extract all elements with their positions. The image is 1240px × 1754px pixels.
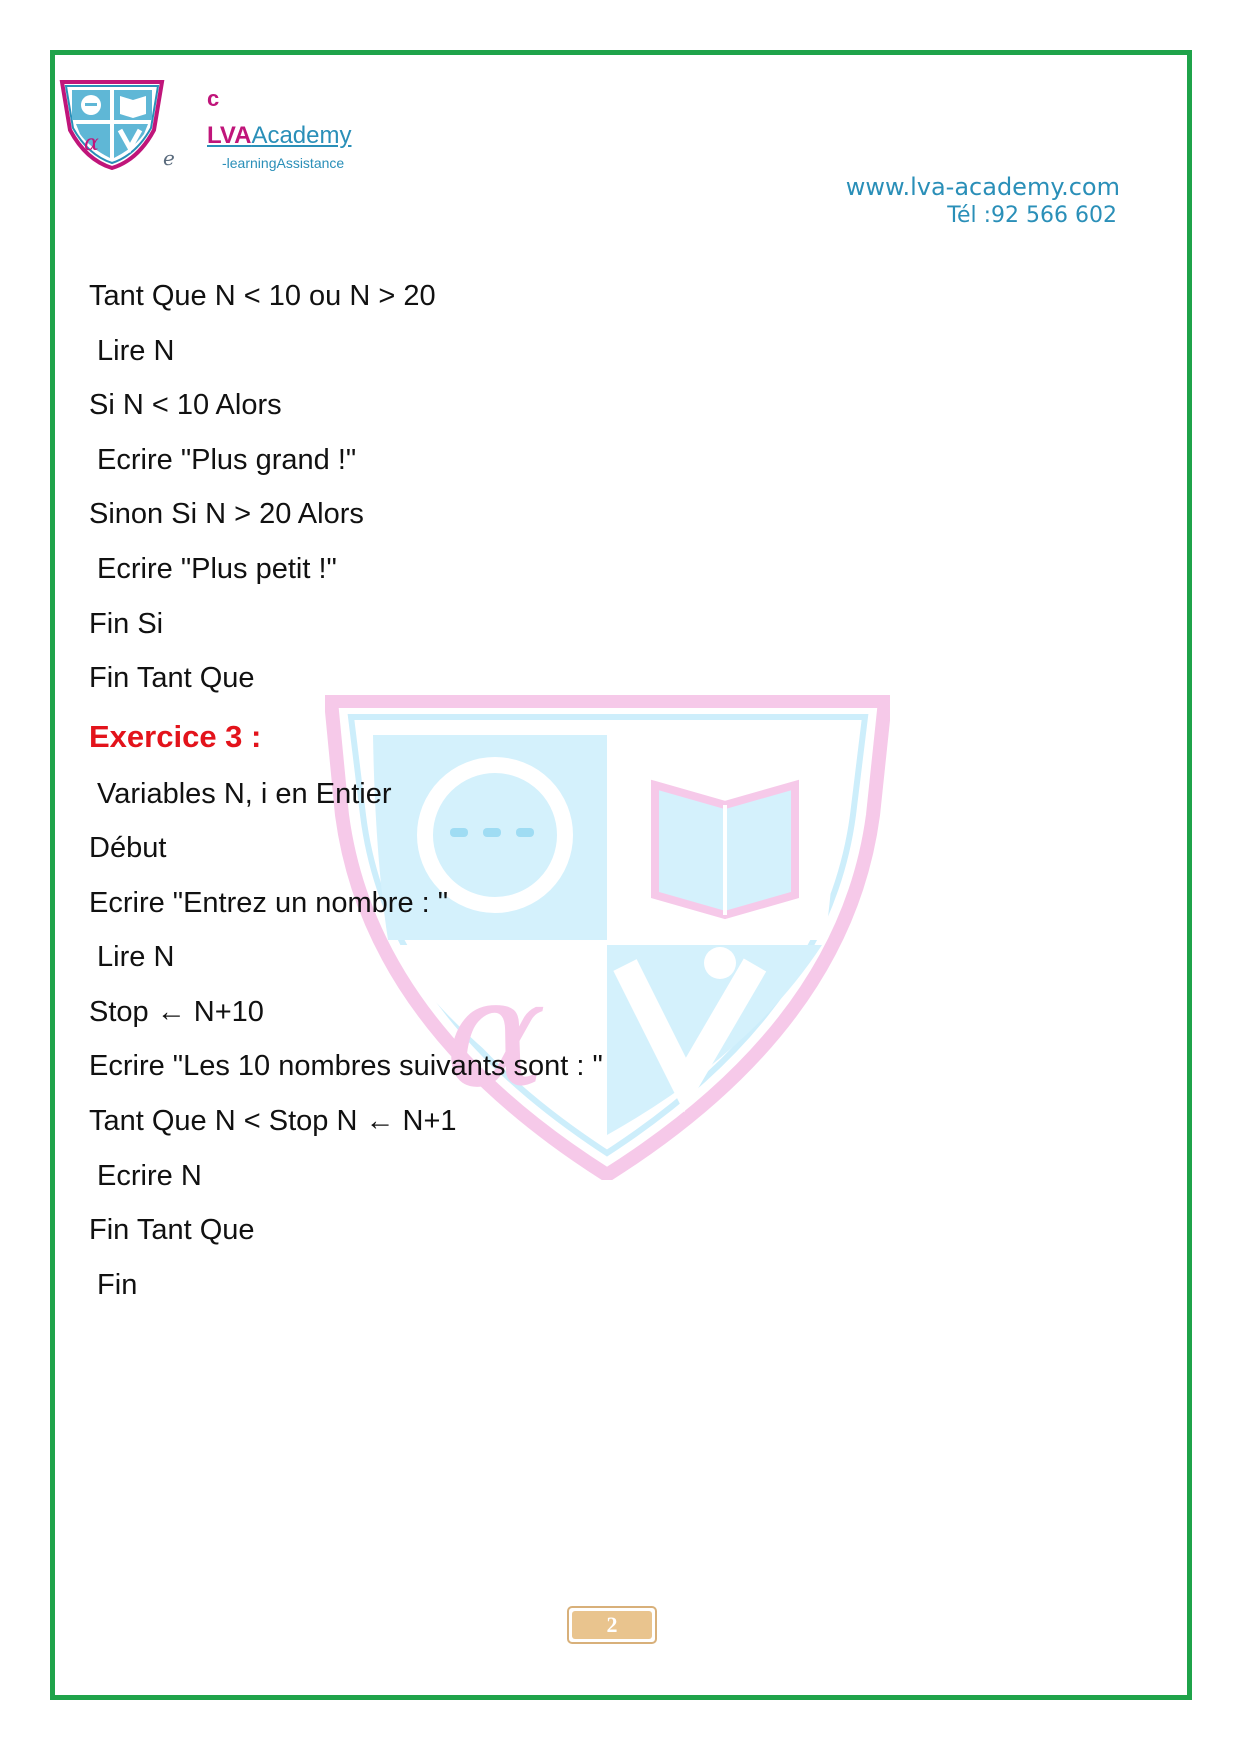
code-line: Tant Que N < 10 ou N > 20 xyxy=(89,280,436,312)
code-line: Ecrire "Les 10 nombres suivants sont : " xyxy=(89,1050,603,1082)
academy-shield-logo-icon xyxy=(58,78,166,170)
code-line: Fin Tant Que xyxy=(89,1214,255,1246)
svg-text:α: α xyxy=(84,131,99,156)
code-line: Ecrire "Entrez un nombre : " xyxy=(89,887,449,919)
svg-text:α: α xyxy=(445,947,547,1121)
code-line: Lire N xyxy=(89,941,175,973)
page-number-badge xyxy=(567,1606,657,1644)
brand-academy: Academy xyxy=(251,122,352,149)
brand-name xyxy=(207,122,351,150)
page-number: 2 xyxy=(572,1611,652,1639)
code-line: Si N < 10 Alors xyxy=(89,389,282,421)
code-line: Début xyxy=(89,832,167,864)
code-line: Tant Que N < Stop N ← N+1 xyxy=(89,1105,457,1137)
phone-number: Tél :92 566 602 xyxy=(947,203,1117,228)
code-line: Stop ← N+10 xyxy=(89,996,264,1028)
code-line: Ecrire N xyxy=(89,1160,202,1192)
code-line: Ecrire "Plus grand !" xyxy=(89,444,357,476)
code-line: Variables N, i en Entier xyxy=(89,778,392,810)
logo-e-letter: e xyxy=(163,146,175,170)
code-line: Lire N xyxy=(89,335,175,367)
brand-tagline: -learningAssistance xyxy=(222,155,345,171)
code-line: Fin Si xyxy=(89,608,164,640)
exercise-heading: Exercice 3 : xyxy=(89,719,262,754)
code-line: Ecrire "Plus petit !" xyxy=(89,553,337,585)
website-link[interactable]: www.lva-academy.com xyxy=(845,173,1120,201)
code-line: Fin Tant Que xyxy=(89,662,255,694)
code-line: Fin xyxy=(89,1269,138,1301)
code-line: Sinon Si N > 20 Alors xyxy=(89,498,364,530)
brand-lva: LVA xyxy=(207,122,252,149)
logo-letter: c xyxy=(207,86,220,111)
